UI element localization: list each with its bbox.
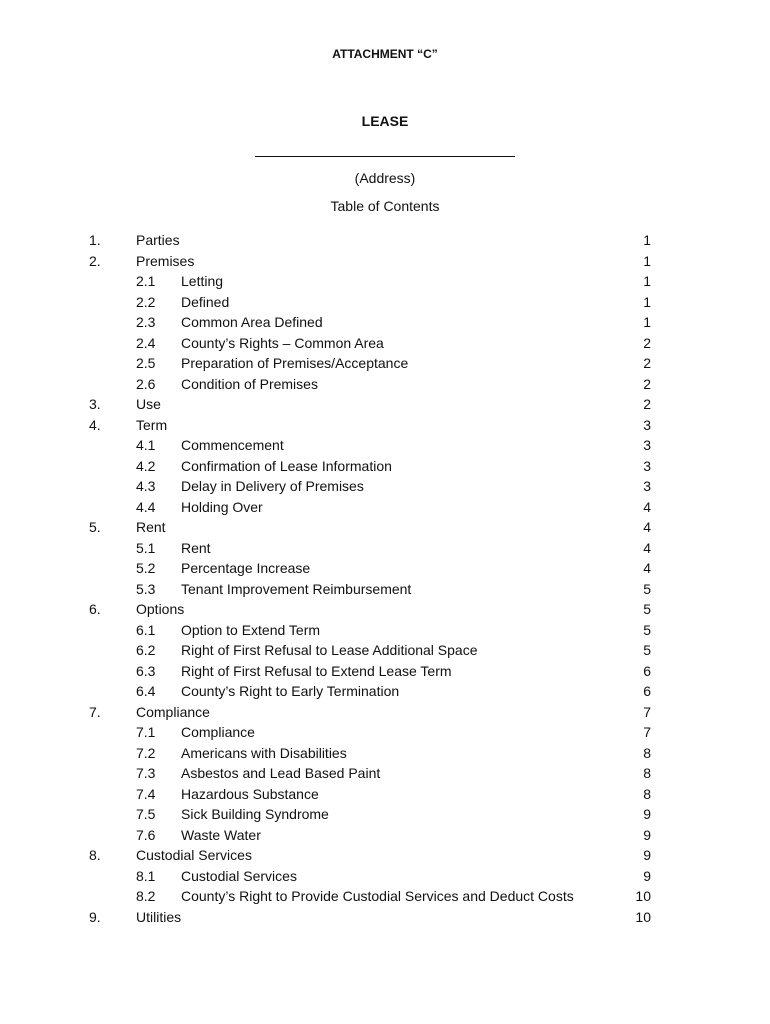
toc-entry-page: 2 — [643, 334, 651, 351]
toc-subentry — [0, 804, 770, 825]
toc-entry-number: 2. — [89, 252, 101, 269]
toc-entry-number: 2.3 — [136, 314, 156, 330]
toc-entry — [0, 907, 770, 928]
toc-entry-page: 8 — [643, 765, 651, 781]
toc-entry-number: 4.3 — [136, 478, 156, 494]
toc-entry-number: 2.6 — [136, 375, 156, 392]
toc-entry-page: 10 — [635, 888, 651, 904]
toc-entry-label: Hazardous Substance — [181, 785, 319, 802]
toc-entry-number: 5.2 — [136, 560, 156, 576]
toc-subentry — [0, 292, 770, 313]
toc-entry-page: 5 — [643, 580, 651, 597]
toc-entry-page: 9 — [643, 847, 651, 863]
toc-entry — [0, 517, 770, 538]
toc-entry-label: Common Area Defined — [181, 314, 323, 330]
toc-entry-number: 6.2 — [136, 642, 156, 658]
toc-entry-page: 5 — [643, 642, 651, 658]
toc-entry — [0, 702, 770, 723]
toc-entry-page: 9 — [643, 826, 651, 843]
toc-entry-label: Tenant Improvement Reimbursement — [181, 580, 412, 597]
toc-entry-label: County’s Right to Provide Custodial Services and Deduct Costs — [181, 888, 574, 904]
toc-subentry — [0, 886, 770, 907]
toc-entry-number: 8.2 — [136, 888, 156, 904]
toc-subentry — [0, 333, 770, 354]
address-blank-line — [255, 156, 515, 157]
toc-entry-label: Rent — [181, 539, 211, 556]
toc-subentry — [0, 456, 770, 477]
toc-entry-label: Use — [136, 396, 161, 412]
toc-entry-page: 3 — [643, 457, 651, 474]
toc-entry — [0, 230, 770, 251]
address-caption: (Address) — [354, 170, 416, 186]
toc-subentry — [0, 866, 770, 887]
toc-entry-label: Asbestos and Lead Based Paint — [181, 765, 381, 781]
toc-subentry — [0, 763, 770, 784]
toc-entry-number: 7.2 — [136, 744, 156, 761]
toc-entry-number: 2.2 — [136, 293, 156, 310]
toc-entry-number: 7.4 — [136, 785, 156, 802]
toc-entry-label: County’s Right to Early Termination — [181, 683, 400, 699]
toc-entry-number: 2.5 — [136, 355, 156, 371]
toc-entry-label: Condition of Premises — [181, 375, 318, 392]
toc-entry-number: 3. — [89, 396, 101, 412]
toc-entry-page: 10 — [635, 908, 651, 925]
toc-entry-label: Compliance — [136, 703, 210, 720]
toc-entry-label: Options — [136, 601, 185, 617]
toc-subentry — [0, 681, 770, 702]
toc-entry-number: 8.1 — [136, 867, 156, 884]
toc-entry-label: Term — [136, 416, 168, 433]
attachment-label: ATTACHMENT “C” — [332, 47, 438, 61]
toc-entry — [0, 845, 770, 866]
toc-entry-page: 2 — [643, 396, 651, 412]
toc-entry — [0, 415, 770, 436]
toc-entry-label: Sick Building Syndrome — [181, 806, 329, 822]
toc-entry-label: Defined — [181, 293, 230, 310]
toc-subentry — [0, 312, 770, 333]
toc-entry-label: Custodial Services — [136, 847, 252, 863]
toc-subentry — [0, 353, 770, 374]
toc-subentry — [0, 476, 770, 497]
toc-entry-label: Utilities — [136, 908, 182, 925]
toc-subentry — [0, 435, 770, 456]
toc-entry-number: 6. — [89, 601, 101, 617]
toc-subentry — [0, 784, 770, 805]
toc-entry-number: 6.3 — [136, 662, 156, 679]
toc-subentry — [0, 825, 770, 846]
toc-entry-label: Rent — [136, 519, 166, 535]
toc-entry-label: Americans with Disabilities — [181, 744, 347, 761]
toc-entry-number: 7.5 — [136, 806, 156, 822]
toc-entry-label: Premises — [136, 252, 195, 269]
toc-entry-number: 4.2 — [136, 457, 156, 474]
toc-subentry — [0, 497, 770, 518]
toc-entry-number: 4.1 — [136, 437, 156, 453]
document-title: LEASE — [361, 113, 409, 129]
toc-entry-label: Waste Water — [181, 826, 261, 843]
toc-entry-label: Parties — [136, 232, 180, 248]
toc-entry-number: 1. — [89, 232, 101, 248]
toc-entry-page: 5 — [643, 621, 651, 638]
toc-subentry — [0, 374, 770, 395]
toc-subentry — [0, 579, 770, 600]
toc-subentry — [0, 661, 770, 682]
toc-entry-number: 9. — [89, 908, 101, 925]
toc-entry-page: 6 — [643, 662, 651, 679]
table-of-contents — [0, 230, 770, 927]
toc-entry-label: Letting — [181, 273, 224, 289]
toc-entry-number: 2.1 — [136, 273, 156, 289]
toc-entry-page: 3 — [643, 416, 651, 433]
toc-entry-label: Compliance — [181, 724, 255, 740]
toc-entry-page: 3 — [643, 478, 651, 494]
toc-entry-label: Holding Over — [181, 498, 263, 515]
toc-entry-page: 6 — [643, 683, 651, 699]
toc-entry-label: Right of First Refusal to Lease Additional Space — [181, 642, 478, 658]
toc-entry-number: 6.1 — [136, 621, 156, 638]
toc-entry-label: Option to Extend Term — [181, 621, 321, 638]
toc-entry-page: 7 — [643, 724, 651, 740]
toc-entry-number: 8. — [89, 847, 101, 863]
toc-entry-page: 2 — [643, 355, 651, 371]
toc-entry-number: 7.1 — [136, 724, 156, 740]
toc-subentry — [0, 271, 770, 292]
toc-entry-label: Commencement — [181, 437, 284, 453]
toc-entry-label: Confirmation of Lease Information — [181, 457, 392, 474]
toc-subentry — [0, 640, 770, 661]
toc-entry-page: 1 — [643, 252, 651, 269]
toc-heading: Table of Contents — [330, 198, 440, 214]
toc-entry-page: 8 — [643, 744, 651, 761]
toc-entry-page: 9 — [643, 867, 651, 884]
toc-entry-page: 1 — [643, 232, 651, 248]
toc-entry-number: 6.4 — [136, 683, 156, 699]
toc-entry-page: 9 — [643, 806, 651, 822]
toc-entry-page: 4 — [643, 560, 651, 576]
toc-subentry — [0, 722, 770, 743]
toc-entry-page: 1 — [643, 293, 651, 310]
toc-entry-label: Custodial Services — [181, 867, 297, 884]
toc-entry-label: County’s Rights – Common Area — [181, 334, 384, 351]
toc-entry-number: 5.3 — [136, 580, 156, 597]
toc-entry-page: 1 — [643, 314, 651, 330]
toc-entry-number: 4.4 — [136, 498, 156, 515]
toc-subentry — [0, 620, 770, 641]
toc-entry — [0, 599, 770, 620]
toc-entry-label: Right of First Refusal to Extend Lease Term — [181, 662, 452, 679]
toc-entry-number: 4. — [89, 416, 101, 433]
toc-entry-number: 2.4 — [136, 334, 156, 351]
toc-entry — [0, 394, 770, 415]
toc-subentry — [0, 558, 770, 579]
toc-subentry — [0, 743, 770, 764]
toc-entry-page: 3 — [643, 437, 651, 453]
toc-entry-page: 4 — [643, 519, 651, 535]
toc-entry-page: 4 — [643, 539, 651, 556]
toc-entry-page: 5 — [643, 601, 651, 617]
toc-entry — [0, 251, 770, 272]
toc-entry-page: 8 — [643, 785, 651, 802]
toc-entry-label: Percentage Increase — [181, 560, 311, 576]
toc-entry-number: 7. — [89, 703, 101, 720]
toc-entry-page: 2 — [643, 375, 651, 392]
toc-entry-label: Preparation of Premises/Acceptance — [181, 355, 409, 371]
toc-entry-number: 5.1 — [136, 539, 156, 556]
toc-entry-label: Delay in Delivery of Premises — [181, 478, 364, 494]
toc-subentry — [0, 538, 770, 559]
toc-entry-number: 7.3 — [136, 765, 156, 781]
toc-entry-page: 4 — [643, 498, 651, 515]
toc-entry-number: 7.6 — [136, 826, 156, 843]
toc-entry-page: 1 — [643, 273, 651, 289]
toc-entry-number: 5. — [89, 519, 101, 535]
toc-entry-page: 7 — [643, 703, 651, 720]
